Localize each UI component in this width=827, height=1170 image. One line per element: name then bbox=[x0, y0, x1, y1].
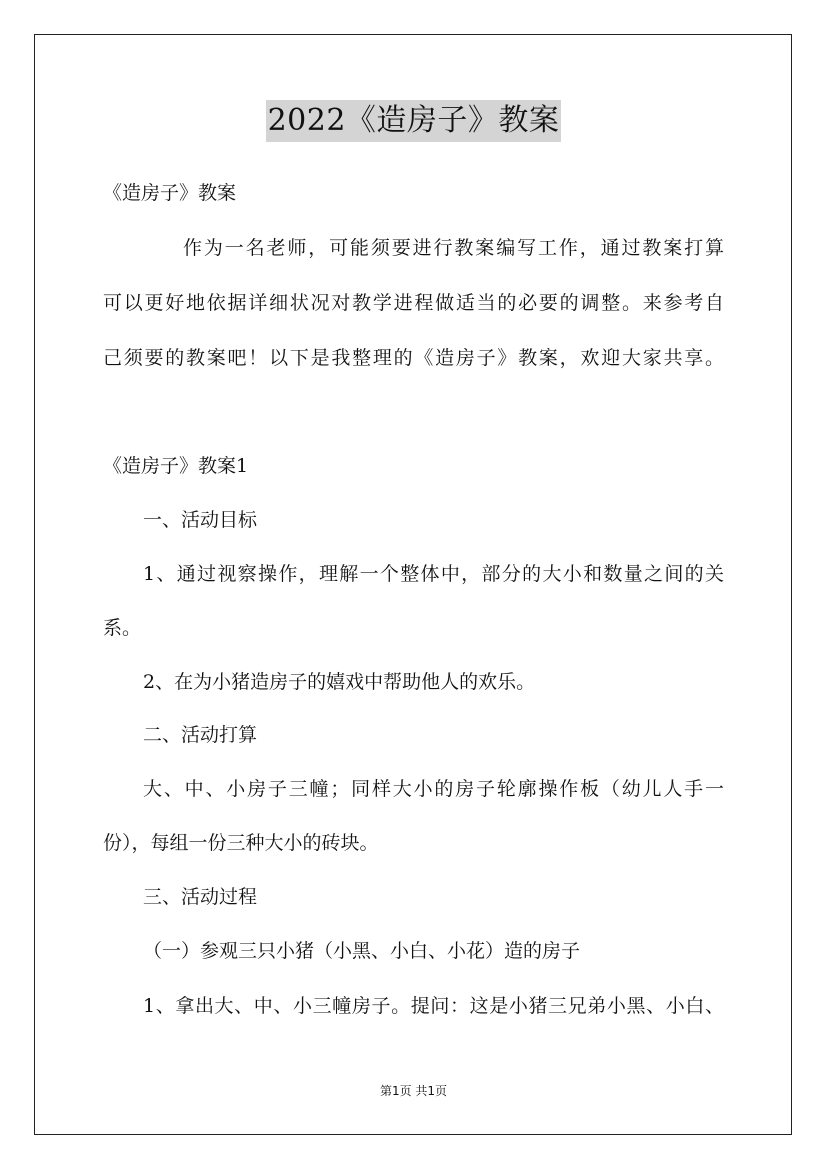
intro-line: 作为一名老师，可能须要进行教案编写工作，通过教案打算 bbox=[183, 237, 724, 259]
body-line: 1、拿出大、中、小三幢房子。提问：这是小猪三兄弟小黑、小白、 bbox=[143, 995, 724, 1017]
body-line: 二、活动打算 bbox=[143, 724, 258, 746]
body-line: 1、通过视察操作，理解一个整体中，部分的大小和数量之间的关 bbox=[143, 563, 724, 585]
body-line: 三、活动过程 bbox=[143, 886, 258, 908]
page-footer: 第1页 共1页 bbox=[379, 1084, 448, 1098]
document-subtitle: 《造房子》教案 bbox=[103, 182, 237, 204]
body-line: 2、在为小猪造房子的嬉戏中帮助他人的欢乐。 bbox=[143, 671, 536, 693]
section-heading: 《造房子》教案1 bbox=[103, 455, 249, 477]
title-container bbox=[0, 100, 827, 142]
document-title: 2022《造房子》教案 bbox=[266, 100, 562, 142]
body-line: （一）参观三只小猪（小黑、小白、小花）造的房子 bbox=[143, 940, 581, 962]
body-line: 大、中、小房子三幢；同样大小的房子轮廓操作板（幼儿人手一 bbox=[143, 778, 724, 800]
body-line: 系。 bbox=[103, 617, 142, 639]
body-line: 一、活动目标 bbox=[143, 509, 258, 531]
intro-line: 己须要的教案吧！以下是我整理的《造房子》教案，欢迎大家共享。 bbox=[103, 347, 724, 369]
body-line: 份），每组一份三种大小的砖块。 bbox=[103, 832, 379, 854]
intro-line: 可以更好地依据详细状况对教学进程做适当的必要的调整。来参考自 bbox=[103, 292, 724, 314]
